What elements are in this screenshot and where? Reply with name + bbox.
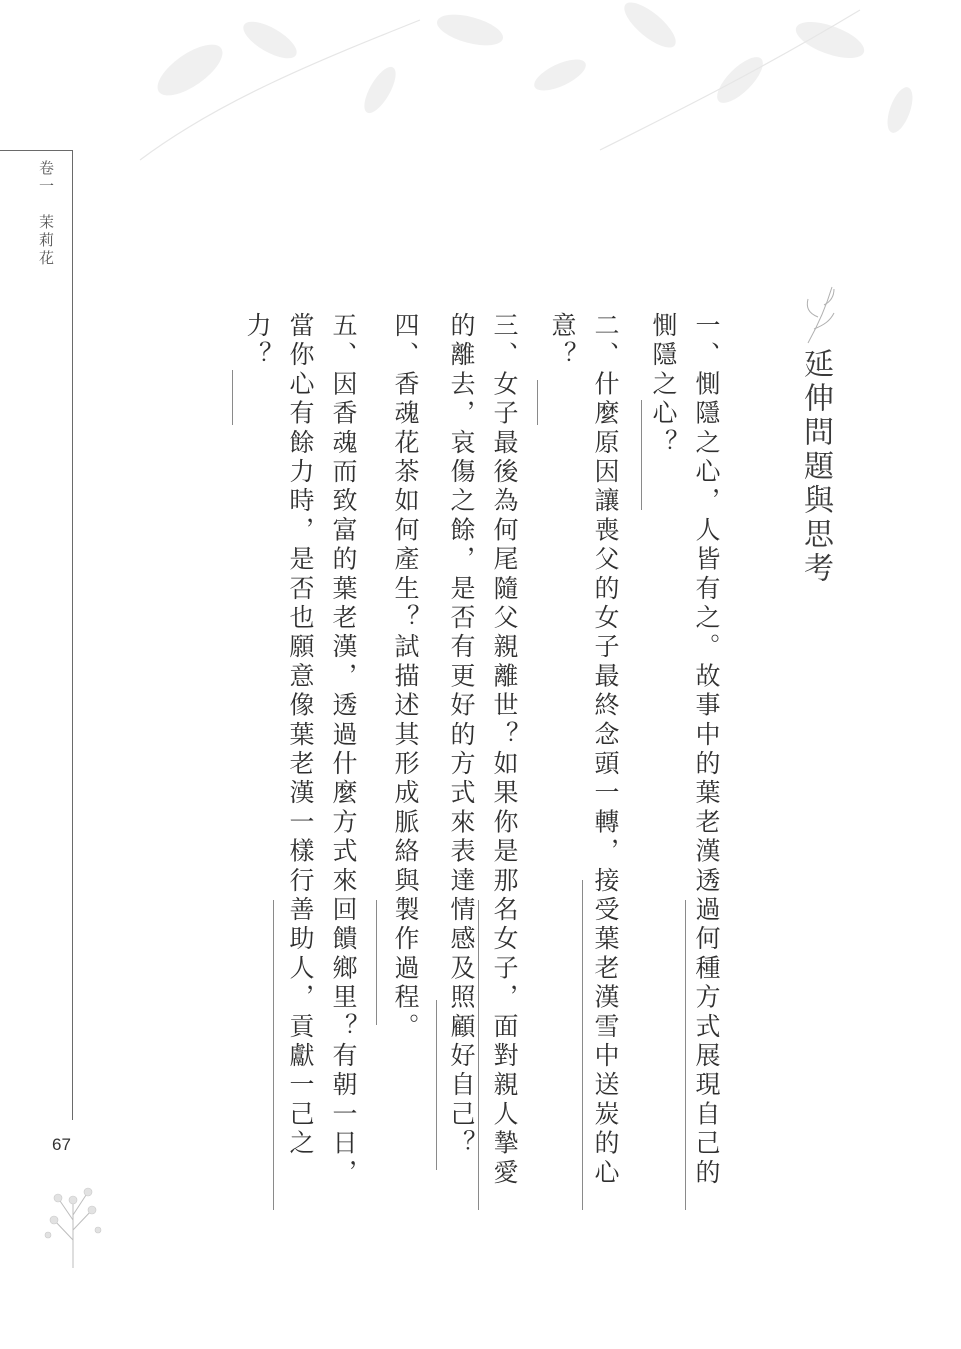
question-number: 四、 <box>391 312 420 371</box>
question-number: 一、 <box>692 312 721 371</box>
question-list <box>0 312 961 1212</box>
running-head: 卷一 茉莉花 <box>37 160 55 268</box>
divider-line <box>582 880 583 1210</box>
question-text: 因香魂而致富的葉老漢，透過什麼方式來回饋鄉里？有朝一日，當你心有餘力時，是否也願意像葉老漢一樣行善助人，貢獻一己之力？ <box>243 312 358 1189</box>
decorative-leaves <box>0 0 961 170</box>
question-4 <box>379 312 427 1212</box>
question-number: 三、 <box>490 312 519 371</box>
page-number: 67 <box>52 1135 71 1154</box>
question-3 <box>436 312 526 1212</box>
divider-line <box>685 900 686 1210</box>
divider-line <box>641 400 642 510</box>
section-title: 延伸問題與思考 <box>798 348 833 586</box>
divider-line <box>273 900 274 1210</box>
question-number: 二、 <box>591 312 620 371</box>
question-text: 女子最後為何尾隨父親離世？如果你是那名女子，面對親人摯愛的離去，哀傷之餘，是否有更好的方式來表達情感及照顧好自己？ <box>447 312 519 1189</box>
divider-line <box>478 900 479 1210</box>
question-text: 惻隱之心，人皆有之。故事中的葉老漢透過何種方式展現自己的惻隱之心？ <box>649 312 721 1189</box>
question-5 <box>235 312 365 1212</box>
divider-line <box>537 380 538 425</box>
divider-line <box>232 370 233 425</box>
question-text: 什麼原因讓喪父的女子最終念頭一轉，接受葉老漢雪中送炭的心意？ <box>548 312 620 1189</box>
question-text: 香魂花茶如何產生？試描述其形成脈絡與製作過程。 <box>391 370 420 1043</box>
header-rule <box>0 150 72 151</box>
question-number: 五、 <box>329 312 358 371</box>
question-1 <box>638 312 728 1212</box>
divider-line <box>376 900 377 1025</box>
divider-line <box>436 1000 437 1170</box>
